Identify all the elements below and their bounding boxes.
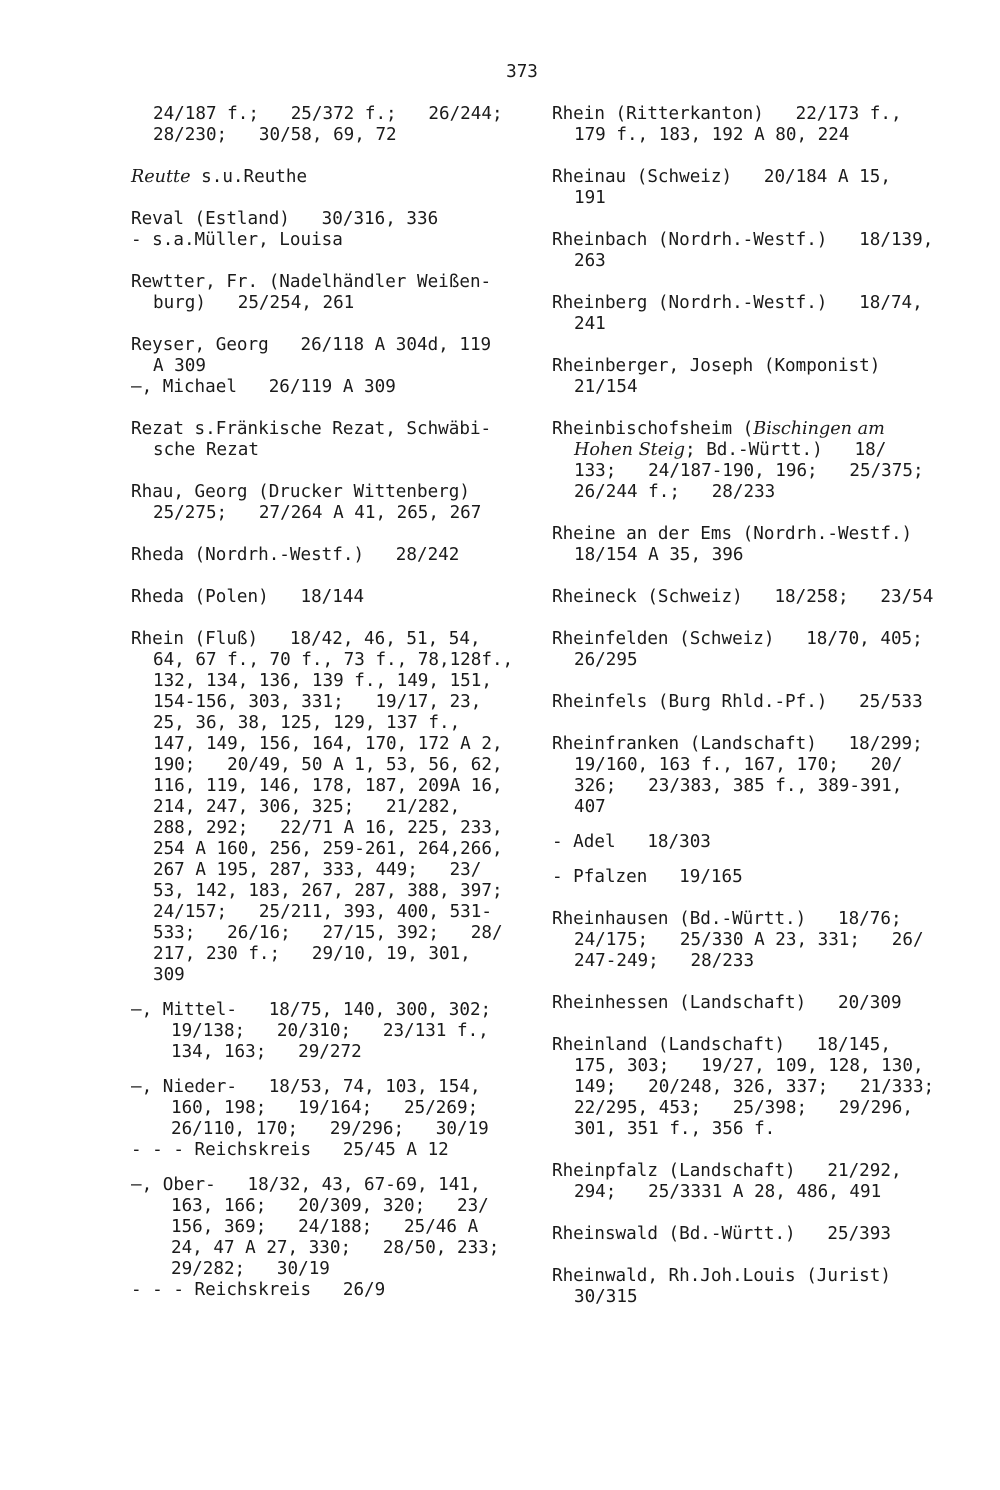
index-entry-line: [131, 272, 531, 293]
index-entry-line: [552, 587, 972, 608]
entry-text: - - - Reichskreis 26/9: [131, 1280, 386, 1300]
entry-text: 160, 198; 19/164; 25/269;: [171, 1098, 479, 1118]
index-entry-line: [552, 545, 972, 566]
entry-text: Rheinland (Landschaft) 18/145,: [552, 1035, 891, 1055]
index-entry-line: [131, 1077, 531, 1098]
index-entry-line: [552, 832, 972, 853]
entry-text: 149; 20/248, 326, 337; 21/333;: [574, 1077, 935, 1097]
index-entry-line: [131, 1175, 531, 1196]
index-entry: [131, 1077, 531, 1161]
entry-text: 214, 247, 306, 325; 21/282,: [153, 797, 461, 817]
entry-text: 116, 119, 146, 178, 187, 209A 16,: [153, 776, 503, 796]
index-entry: [552, 587, 972, 608]
index-entry: [552, 104, 972, 146]
entry-text: 22/295, 453; 25/398; 29/296,: [574, 1098, 913, 1118]
entry-text: Rheinberg (Nordrh.-Westf.) 18/74,: [552, 293, 923, 313]
index-entry-line: [552, 1182, 972, 1203]
index-entry-line: [131, 692, 531, 713]
index-entry: [552, 1266, 972, 1308]
entry-text: 26/295: [574, 650, 638, 670]
index-entry-line: [131, 1021, 531, 1042]
entry-text: Rhau, Georg (Drucker Wittenberg): [131, 482, 470, 502]
index-entry-line: [552, 356, 972, 377]
index-entry-line: [131, 818, 531, 839]
index-entry-line: [552, 909, 972, 930]
index-entry-line: [131, 713, 531, 734]
entry-text: 267 A 195, 287, 333, 449; 23/: [153, 860, 482, 880]
index-entry: [131, 545, 531, 566]
entry-text: burg) 25/254, 261: [153, 293, 355, 313]
index-entry-line: [131, 419, 531, 440]
entry-text: 288, 292; 22/71 A 16, 225, 233,: [153, 818, 503, 838]
index-entry-line: [131, 503, 531, 524]
index-entry-line: [552, 993, 972, 1014]
index-entry-line: [131, 104, 531, 125]
entry-text: Rheda (Polen) 18/144: [131, 587, 365, 607]
index-entry-line: [552, 692, 972, 713]
index-entry: [552, 629, 972, 671]
index-entry-line: [131, 860, 531, 881]
entry-text: 154-156, 303, 331; 19/17, 23,: [153, 692, 482, 712]
entry-text: 156, 369; 24/188; 25/46 A: [171, 1217, 479, 1237]
index-entry-line: [131, 1000, 531, 1021]
index-entry-line: [131, 944, 531, 965]
index-entry-line: [552, 1224, 972, 1245]
entry-text: 294; 25/3331 A 28, 486, 491: [574, 1182, 882, 1202]
index-entry-line: [552, 1119, 972, 1140]
entry-text: Reval (Estland) 30/316, 336: [131, 209, 439, 229]
index-entry-line: [131, 587, 531, 608]
index-entry-line: [131, 482, 531, 503]
index-entry: [552, 356, 972, 398]
entry-text: A 309: [153, 356, 206, 376]
entry-text: 21/154: [574, 377, 638, 397]
index-entry-line: [552, 650, 972, 671]
index-entry-line: [131, 1238, 531, 1259]
index-entry-line: [131, 1280, 531, 1301]
index-entry-line: [552, 419, 972, 440]
index-entry: [131, 104, 531, 146]
entry-text: Rheinbischofsheim (: [552, 419, 754, 439]
index-column-left: [131, 104, 531, 1301]
index-entry-line: [131, 167, 531, 188]
entry-text: ; Bd.-Württ.) 18/: [685, 440, 887, 460]
index-entry: [552, 419, 972, 503]
entry-text: Rhein (Ritterkanton) 22/173 f.,: [552, 104, 902, 124]
index-entry-line: [552, 734, 972, 755]
index-entry-line: [552, 167, 972, 188]
entry-text: 241: [574, 314, 606, 334]
index-entry: [552, 524, 972, 566]
index-entry: [131, 629, 531, 986]
entry-text: 19/160, 163 f., 167, 170; 20/: [574, 755, 903, 775]
index-entry: [552, 293, 972, 335]
entry-text: 26/244 f.; 28/233: [574, 482, 776, 502]
entry-text: sche Rezat: [153, 440, 259, 460]
index-entry: [552, 167, 972, 209]
entry-text: 53, 142, 183, 267, 287, 388, 397;: [153, 881, 503, 901]
entry-text: —, Nieder- 18/53, 74, 103, 154,: [131, 1077, 481, 1097]
index-entry: [552, 692, 972, 713]
entry-text: 263: [574, 251, 606, 271]
index-entry: [552, 1035, 972, 1140]
index-column-right: [552, 104, 972, 1308]
entry-text: 29/282; 30/19: [171, 1259, 330, 1279]
index-entry: [131, 587, 531, 608]
entry-text: 217, 230 f.; 29/10, 19, 301,: [153, 944, 471, 964]
index-entry-line: [131, 671, 531, 692]
index-entry-line: [552, 293, 972, 314]
index-entry-line: [552, 230, 972, 251]
entry-text: Rheinbach (Nordrh.-Westf.) 18/139,: [552, 230, 934, 250]
entry-text: Rheinwald, Rh.Joh.Louis (Jurist): [552, 1266, 891, 1286]
index-entry-line: [552, 188, 972, 209]
entry-text: 326; 23/383, 385 f., 389-391,: [574, 776, 903, 796]
index-entry-line: [552, 1035, 972, 1056]
index-entry-line: [131, 776, 531, 797]
entry-text: 301, 351 f., 356 f.: [574, 1119, 776, 1139]
index-entry-line: [131, 734, 531, 755]
index-entry-line: [131, 230, 531, 251]
entry-text: Rheinpfalz (Landschaft) 21/292,: [552, 1161, 902, 1181]
index-entry-line: [131, 1119, 531, 1140]
italic-place-name: Bischingen am: [753, 419, 885, 439]
index-entry-line: [131, 881, 531, 902]
index-entry: [131, 335, 531, 398]
index-entry-line: [552, 377, 972, 398]
entry-text: 254 A 160, 256, 259-261, 264,266,: [153, 839, 503, 859]
index-entry: [131, 1175, 531, 1301]
index-entry-line: [552, 755, 972, 776]
entry-text: —, Michael 26/119 A 309: [131, 377, 396, 397]
index-entry-line: [131, 1140, 531, 1161]
entry-text: 190; 20/49, 50 A 1, 53, 56, 62,: [153, 755, 503, 775]
entry-text: 163, 166; 20/309, 320; 23/: [171, 1196, 489, 1216]
index-entry-line: [552, 930, 972, 951]
entry-text: Rheinfranken (Landschaft) 18/299;: [552, 734, 923, 754]
entry-text: - Pfalzen 19/165: [552, 867, 743, 887]
index-entry-line: [131, 1196, 531, 1217]
index-entry: [131, 1000, 531, 1063]
index-entry: [552, 1224, 972, 1245]
entry-text: Rheinfels (Burg Rhld.-Pf.) 25/533: [552, 692, 923, 712]
index-entry: [552, 832, 972, 853]
index-entry-line: [131, 797, 531, 818]
entry-text: —, Ober- 18/32, 43, 67-69, 141,: [131, 1175, 481, 1195]
page-number: 373: [506, 62, 538, 82]
entry-text: 247-249; 28/233: [574, 951, 755, 971]
entry-text: - Adel 18/303: [552, 832, 711, 852]
entry-text: Reyser, Georg 26/118 A 304d, 119: [131, 335, 492, 355]
entry-text: 26/110, 170; 29/296; 30/19: [171, 1119, 489, 1139]
index-entry-line: [131, 1098, 531, 1119]
index-entry-line: [552, 1098, 972, 1119]
entry-text: 407: [574, 797, 606, 817]
italic-place-name: Hohen Steig: [574, 440, 686, 460]
index-entry-line: [552, 125, 972, 146]
index-entry-line: [131, 440, 531, 461]
index-entry-line: [131, 1259, 531, 1280]
index-entry-line: [131, 1042, 531, 1063]
index-entry-line: [552, 1266, 972, 1287]
index-entry-line: [131, 209, 531, 230]
entry-text: 30/315: [574, 1287, 638, 1307]
entry-text: 24, 47 A 27, 330; 28/50, 233;: [171, 1238, 500, 1258]
entry-text: 24/175; 25/330 A 23, 331; 26/: [574, 930, 924, 950]
index-entry-line: [552, 314, 972, 335]
entry-text: Rheinswald (Bd.-Württ.) 25/393: [552, 1224, 891, 1244]
index-entry-line: [131, 377, 531, 398]
index-entry: [131, 167, 531, 188]
entry-text: 309: [153, 965, 185, 985]
entry-text: 132, 134, 136, 139 f., 149, 151,: [153, 671, 492, 691]
index-entry: [552, 993, 972, 1014]
index-entry: [552, 230, 972, 272]
index-entry: [131, 209, 531, 251]
index-entry-line: [552, 440, 972, 461]
entry-text: 191: [574, 188, 606, 208]
index-entry-line: [552, 482, 972, 503]
entry-text: Rheinau (Schweiz) 20/184 A 15,: [552, 167, 891, 187]
index-entry-line: [131, 629, 531, 650]
entry-text: 28/230; 30/58, 69, 72: [153, 125, 397, 145]
entry-text: Rewtter, Fr. (Nadelhändler Weißen-: [131, 272, 492, 292]
entry-text: Rezat s.Fränkische Rezat, Schwäbi-: [131, 419, 492, 439]
italic-place-name: Reutte: [131, 167, 191, 187]
entry-text: —, Mittel- 18/75, 140, 300, 302;: [131, 1000, 492, 1020]
index-entry-line: [552, 1161, 972, 1182]
entry-text: 19/138; 20/310; 23/131 f.,: [171, 1021, 489, 1041]
index-entry-line: [552, 951, 972, 972]
index-entry: [552, 909, 972, 972]
entry-text: 64, 67 f., 70 f., 73 f., 78,128f.,: [153, 650, 514, 670]
index-entry-line: [131, 293, 531, 314]
entry-text: 25, 36, 38, 125, 129, 137 f.,: [153, 713, 461, 733]
entry-text: Rheineck (Schweiz) 18/258; 23/54: [552, 587, 934, 607]
index-entry-line: [552, 1077, 972, 1098]
index-entry-line: [552, 1287, 972, 1308]
index-entry-line: [131, 650, 531, 671]
entry-text: 147, 149, 156, 164, 170, 172 A 2,: [153, 734, 503, 754]
entry-text: Rheinhessen (Landschaft) 20/309: [552, 993, 902, 1013]
index-entry-line: [552, 251, 972, 272]
index-entry-line: [131, 335, 531, 356]
index-entry-line: [552, 797, 972, 818]
index-entry-line: [131, 923, 531, 944]
entry-text: 18/154 A 35, 396: [574, 545, 744, 565]
entry-text: - s.a.Müller, Louisa: [131, 230, 343, 250]
entry-text: 179 f., 183, 192 A 80, 224: [574, 125, 850, 145]
index-entry-line: [131, 965, 531, 986]
index-entry: [552, 867, 972, 888]
entry-text: 24/187 f.; 25/372 f.; 26/244;: [153, 104, 503, 124]
index-entry: [552, 734, 972, 818]
index-entry-line: [552, 867, 972, 888]
index-entry: [131, 419, 531, 461]
index-entry-line: [552, 524, 972, 545]
entry-text: Rhein (Fluß) 18/42, 46, 51, 54,: [131, 629, 481, 649]
entry-text: Rheine an der Ems (Nordrh.-Westf.): [552, 524, 913, 544]
entry-text: 533; 26/16; 27/15, 392; 28/: [153, 923, 503, 943]
index-entry-line: [131, 125, 531, 146]
entry-text: s.u.Reuthe: [190, 167, 308, 187]
index-entry-line: [552, 104, 972, 125]
entry-text: Rheda (Nordrh.-Westf.) 28/242: [131, 545, 460, 565]
entry-text: 175, 303; 19/27, 109, 128, 130,: [574, 1056, 924, 1076]
entry-text: Rheinberger, Joseph (Komponist): [552, 356, 881, 376]
entry-text: 25/275; 27/264 A 41, 265, 267: [153, 503, 482, 523]
index-entry: [131, 482, 531, 524]
index-entry-line: [552, 629, 972, 650]
index-entry-line: [131, 356, 531, 377]
index-entry-line: [131, 839, 531, 860]
index-entry-line: [552, 1056, 972, 1077]
index-entry-line: [131, 545, 531, 566]
index-entry: [131, 272, 531, 314]
entry-text: 133; 24/187-190, 196; 25/375;: [574, 461, 924, 481]
entry-text: Rheinhausen (Bd.-Württ.) 18/76;: [552, 909, 902, 929]
index-entry-line: [131, 755, 531, 776]
entry-text: - - - Reichskreis 25/45 A 12: [131, 1140, 449, 1160]
index-entry-line: [552, 461, 972, 482]
index-entry-line: [131, 902, 531, 923]
entry-text: Rheinfelden (Schweiz) 18/70, 405;: [552, 629, 923, 649]
entry-text: 24/157; 25/211, 393, 400, 531-: [153, 902, 492, 922]
index-entry-line: [552, 776, 972, 797]
entry-text: 134, 163; 29/272: [171, 1042, 362, 1062]
index-entry: [552, 1161, 972, 1203]
index-entry-line: [131, 1217, 531, 1238]
